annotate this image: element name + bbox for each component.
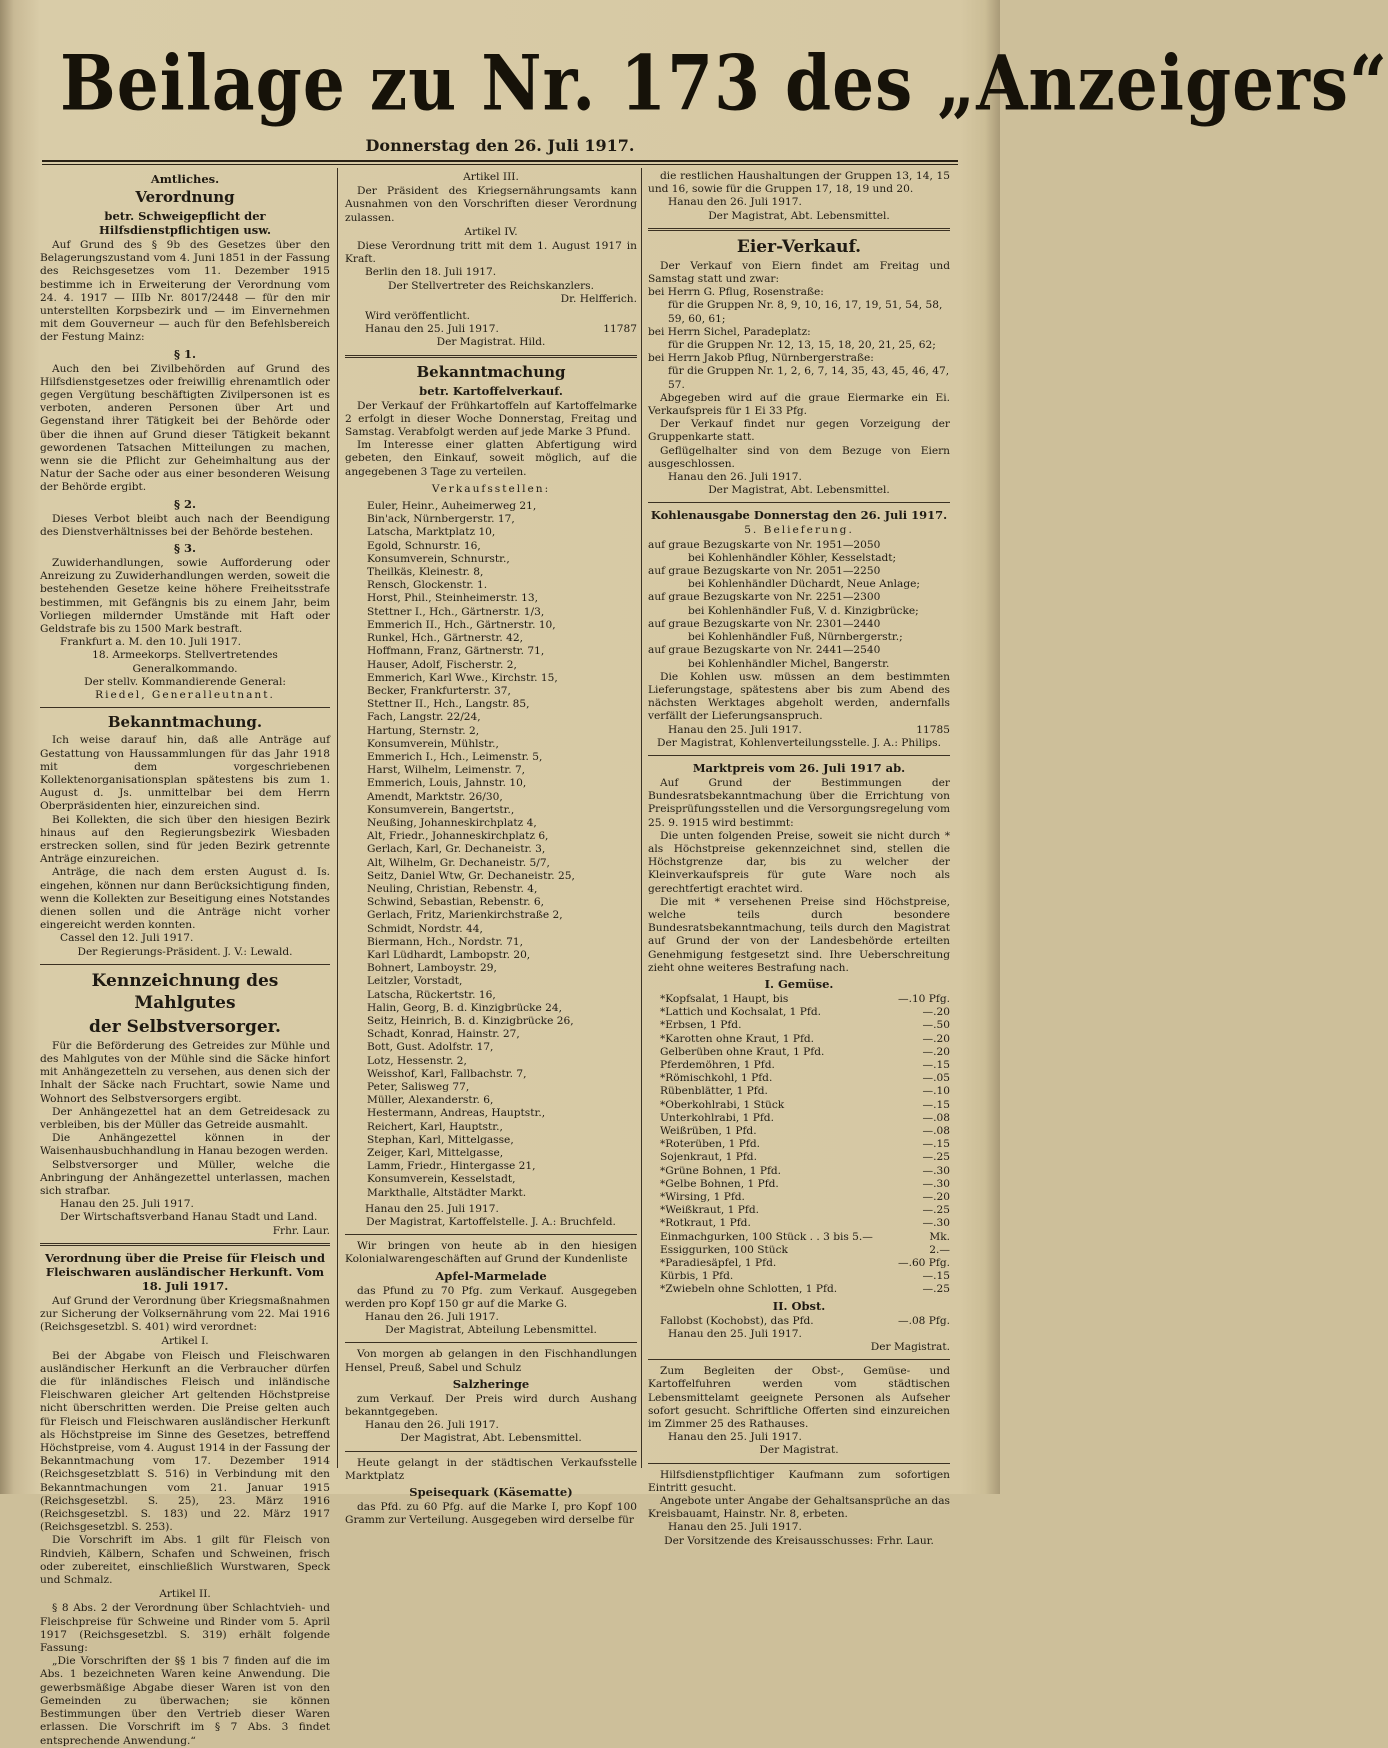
price-row bbox=[648, 993, 950, 1006]
obst-heading: II. Obst. bbox=[772, 1298, 826, 1313]
verkaufsstelle-item: Emmerich, Karl Wwe., Kirchstr. 15, bbox=[367, 671, 558, 684]
signature: Der Magistrat, Abteilung Lebensmittel. bbox=[385, 1324, 597, 1337]
verkaufsstelle-item: Emmerich I., Hch., Leimenstr. 5, bbox=[367, 750, 543, 763]
price-row bbox=[648, 1151, 950, 1164]
column-2 bbox=[345, 170, 637, 1527]
signature: Der Magistrat, Abt. Lebensmittel. bbox=[708, 209, 890, 222]
eier-title: Eier-Verkauf. bbox=[736, 236, 862, 257]
verkaufsstelle-item: Halin, Georg, B. d. Kinzigbrücke 24, bbox=[367, 1001, 562, 1014]
paragraph: Anträge, die nach dem ersten August d. Is. eingehen, können nur dann Berücksichtigung finden, wenn die Kollekten zur Beseitigung eines Notstandes dienen sollen und die Anträge nicht vorher eingereicht werden konnten. bbox=[40, 866, 330, 932]
signature: Riedel, Generalleutnant. bbox=[95, 689, 275, 702]
paragraph: Die Kohlen usw. müssen an dem bestimmten Lieferungstage, spätestens aber bis zum Abend des nächsten Werktages abgeholt werden, andernfalls verfällt der Lieferungsanspruch. bbox=[648, 670, 950, 723]
price-row bbox=[648, 1019, 950, 1032]
price-row bbox=[648, 1138, 950, 1151]
price-item: *Karotten ohne Kraut, 1 Pfd. bbox=[660, 1032, 815, 1045]
kohle-card-line: auf graue Bezugskarte von Nr. 2251—2300 bbox=[648, 591, 881, 604]
price-row bbox=[648, 1270, 950, 1283]
date-line: Frankfurt a. M. den 10. Juli 1917. bbox=[60, 636, 242, 649]
price-item: Fallobst (Kochobst), das Pfd. bbox=[660, 1314, 814, 1327]
verkaufsstelle-item: Emmerich II., Hch., Gärtnerstr. 10, bbox=[367, 618, 556, 631]
verkaufsstelle-item: Theilkäs, Kleinestr. 8, bbox=[367, 566, 484, 579]
paragraph: Die mit * versehenen Preise sind Höchstpreise, welche teils durch besondere Bundesratsbekanntmachung, teils durch den Magistrat auf Grund der von der Landesbehörde erteilten Genehmigung festgesetzt sind. Ihre Ueberschreitung zieht ohne weiteres Bestrafung nach. bbox=[648, 895, 950, 974]
price-item: Unterkohlrabi, 1 Pfd. bbox=[660, 1111, 774, 1124]
price-row bbox=[648, 1059, 950, 1072]
paragraph: Hilfsdienstpflichtiger Kaufmann zum sofortigen Eintritt gesucht. bbox=[648, 1468, 950, 1494]
paragraph: das Pfund zu 70 Pfg. zum Verkauf. Ausgegeben werden pro Kopf 150 gr auf die Marke G. bbox=[345, 1284, 637, 1310]
price-item: Pferdemöhren, 1 Pfd. bbox=[660, 1058, 775, 1071]
verkaufsstelle-item: Bott, Gust. Adolfstr. 17, bbox=[367, 1041, 494, 1054]
verkaufsstelle-item: Runkel, Hch., Gärtnerstr. 42, bbox=[367, 632, 523, 645]
divider bbox=[648, 502, 950, 503]
price-row bbox=[648, 1085, 950, 1098]
kohle-card-line: auf graue Bezugskarte von Nr. 2051—2250 bbox=[648, 565, 881, 578]
price-value: —.30 bbox=[922, 1217, 950, 1230]
verkaufsstelle-item: Leitzler, Vorstadt, bbox=[367, 975, 463, 988]
verkaufsstelle-item: Schmidt, Nordstr. 44, bbox=[367, 922, 483, 935]
paragraph: Auf Grund des § 9b des Gesetzes über den Belagerungszustand vom 4. Juni 1851 in der Fassung des Reichsgesetzes vom 11. Dezember 1915 bestimme ich in Erweiterung der Verordnung vom 24. 4. 1917 — IIIb Nr. 8017/2448 — für den mir unterstellten Korpsbezirk und — im Einvernehmen mit dem Gouverneur — auch für den Befehlsbereich der Festung Mainz: bbox=[40, 239, 330, 344]
price-value: —.15 bbox=[922, 1138, 950, 1151]
price-item: *Roterüben, 1 Pfd. bbox=[660, 1138, 760, 1151]
signature: Der Wirtschaftsverband Hanau Stadt und Land. bbox=[60, 1211, 318, 1224]
group-line: für die Gruppen Nr. 12, 13, 15, 18, 20, 21, 25, 62; bbox=[668, 339, 936, 352]
divider bbox=[345, 1342, 637, 1343]
price-item: Weißrüben, 1 Pfd. bbox=[660, 1125, 757, 1137]
verkaufsstelle-item: Amendt, Marktstr. 26/30, bbox=[367, 790, 503, 803]
verkaufsstelle-item: Seitz, Heinrich, B. d. Kinzigbrücke 26, bbox=[367, 1014, 574, 1027]
price-row bbox=[648, 1191, 950, 1204]
verkaufsstelle-item: Stettner I., Hch., Gärtnerstr. 1/3, bbox=[367, 605, 545, 618]
paragraph: Von morgen ab gelangen in den Fischhandlungen Hensel, Preuß, Sabel und Schulz bbox=[345, 1348, 637, 1374]
price-item: *Wirsing, 1 Pfd. bbox=[660, 1191, 745, 1204]
paragraph: Ich weise darauf hin, daß alle Anträge auf Gestattung von Haussammlungen für das Jahr 1918 mit dem vorgeschriebenen Kollektenorganisationsplan spätestens bis zum 1. August d. Js. unmittelbar bei dem Herrn Oberpräsidenten hier, einzureichen sind. bbox=[40, 734, 330, 813]
date-number-row bbox=[345, 323, 637, 336]
signature: Der Regierungs-Präsident. J. V.: Lewald. bbox=[77, 945, 293, 958]
verkaufsstelle-item: Alt, Friedr., Johanneskirchplatz 6, bbox=[367, 830, 549, 843]
paragraph: Für die Beförderung des Getreides zur Mühle und des Mahlgutes von der Mühle sind die Säcke hinfort mit Anhängezetteln zu versehen, aus denen sich der Inhalt der Säcke nach Fruchtart, sowie Name und Wohnort des Selbstversorgers ergibt. bbox=[40, 1039, 330, 1105]
verkaufsstelle-item: Hestermann, Andreas, Hauptstr., bbox=[367, 1107, 546, 1120]
price-item: *Oberkohlrabi, 1 Stück bbox=[660, 1098, 785, 1111]
price-value: —.50 bbox=[922, 1019, 950, 1032]
signature: Der Magistrat, Kohlenverteilungsstelle. J. A.: Philips. bbox=[657, 736, 941, 749]
verkaufsstelle-item: Stettner II., Hch., Langstr. 85, bbox=[367, 698, 530, 711]
verkaufsstelle-item: Schwind, Sebastian, Rebenstr. 6, bbox=[367, 896, 544, 909]
verkaufsstelle-item: Bin'ack, Nürnbergerstr. 17, bbox=[367, 513, 515, 526]
price-value: —.15 bbox=[922, 1270, 950, 1283]
signature: Frhr. Laur. bbox=[272, 1224, 330, 1237]
article-heading: Artikel II. bbox=[159, 1588, 211, 1601]
paragraph: Wir bringen von heute ab in den hiesigen Kolonialwarengeschäften auf Grund der Kundenliste bbox=[345, 1240, 637, 1266]
verkaufsstelle-item: Gerlach, Fritz, Marienkirchstraße 2, bbox=[367, 909, 563, 922]
masthead-title: Beilage zu Nr. 173 des „Anzeigers“ bbox=[60, 38, 1388, 128]
price-row bbox=[648, 1046, 950, 1059]
price-value: —.20 bbox=[922, 1006, 950, 1019]
dateline: Donnerstag den 26. Juli 1917. bbox=[365, 136, 635, 155]
kartoffel-title: Bekanntmachung bbox=[416, 362, 566, 381]
verkaufsstelle-item: Alt, Wilhelm, Gr. Dechaneistr. 5/7, bbox=[367, 856, 550, 869]
column-3 bbox=[648, 170, 950, 1547]
verkaufsstelle-item: Reichert, Karl, Hauptstr., bbox=[367, 1120, 503, 1133]
price-value: —.30 bbox=[922, 1177, 950, 1190]
paragraph: Geflügelhalter sind von dem Bezuge von Eiern ausgeschlossen. bbox=[648, 444, 950, 470]
column-1 bbox=[40, 170, 330, 1747]
price-item: *Rotkraut, 1 Pfd. bbox=[660, 1217, 751, 1230]
price-row bbox=[648, 1006, 950, 1019]
price-value: —.25 bbox=[922, 1283, 950, 1296]
header-rule-thin bbox=[42, 164, 958, 165]
section-amtliches: Amtliches. bbox=[150, 172, 220, 186]
price-item: *Paradiesäpfel, 1 Pfd. bbox=[660, 1257, 777, 1270]
date-line: Cassel den 12. Juli 1917. bbox=[60, 932, 194, 945]
divider bbox=[345, 355, 637, 358]
verkaufsstelle-item: Hoffmann, Franz, Gärtnerstr. 71, bbox=[367, 645, 545, 658]
verordnung-subtitle: betr. Schweigepflicht der Hilfsdienstpflichtigen usw. bbox=[98, 209, 272, 237]
verkaufsstelle-item: Becker, Frankfurterstr. 37, bbox=[367, 684, 511, 697]
price-row bbox=[648, 1125, 950, 1138]
fleisch-title: Verordnung über die Preise für Fleisch und Fleischwaren ausländischer Herkunft. Vom 18. Juli 1917. bbox=[44, 1250, 326, 1293]
paragraph: § 8 Abs. 2 der Verordnung über Schlachtvieh- und Fleischpreise für Schweine und Rinder vom 5. April 1917 (Reichsgesetzbl. S. 319) erhält folgende Fassung: bbox=[40, 1602, 330, 1655]
date-line: Hanau den 25. Juli 1917. bbox=[365, 1202, 499, 1215]
verkaufsstelle-item: Latscha, Rückertstr. 16, bbox=[367, 988, 496, 1001]
kohle-dealer-line: bei Kohlenhändler Michel, Bangerstr. bbox=[688, 657, 890, 670]
kohle-title: Kohlenausgabe Donnerstag den 26. Juli 1917. bbox=[650, 508, 948, 523]
paragraph: Der Verkauf von Eiern findet am Freitag und Samstag statt und zwar: bbox=[648, 259, 950, 286]
verkaufsstelle-item: Latscha, Marktplatz 10, bbox=[367, 526, 496, 539]
paragraph: zum Verkauf. Der Preis wird durch Aushang bekanntgegeben. bbox=[345, 1392, 637, 1419]
price-row bbox=[648, 1112, 950, 1125]
verkaufsstelle-item: Gerlach, Karl, Gr. Dechaneistr. 3, bbox=[367, 843, 546, 856]
price-item: *Grüne Bohnen, 1 Pfd. bbox=[660, 1164, 782, 1177]
signature: Der Magistrat. Hild. bbox=[436, 336, 546, 349]
date-line: Hanau den 25. Juli 1917. bbox=[668, 1431, 802, 1444]
paragraph: Angebote unter Angabe der Gehaltsansprüche an das Kreisbauamt, Hainstr. Nr. 8, erbeten. bbox=[648, 1495, 950, 1521]
paragraph: Heute gelangt in der städtischen Verkaufsstelle Marktplatz bbox=[345, 1456, 637, 1482]
section-mark: § 3. bbox=[173, 541, 197, 556]
paragraph: Im Interesse einer glatten Abfertigung wird gebeten, den Einkauf, soweit möglich, auf die angegebenen 3 Tage zu verteilen. bbox=[345, 439, 637, 478]
verordnung-title: Verordnung bbox=[135, 188, 235, 206]
paragraph: Die Vorschrift im Abs. 1 gilt für Fleisch von Rindvieh, Kälbern, Schafen und Schweinen, frisch oder zubereitet, einschließlich Wurstwaren, Speck und Schmalz. bbox=[40, 1534, 330, 1587]
kohle-card-line: auf graue Bezugskarte von Nr. 2441—2540 bbox=[648, 644, 881, 657]
price-row bbox=[648, 1072, 950, 1085]
divider bbox=[648, 1359, 950, 1360]
price-row bbox=[648, 1099, 950, 1112]
price-value: —.20 bbox=[922, 1191, 950, 1204]
signature: Der stellv. Kommandierende General: bbox=[84, 675, 286, 688]
divider bbox=[40, 707, 330, 708]
price-item: Gelberüben ohne Kraut, 1 Pfd. bbox=[660, 1045, 825, 1058]
date-line: Hanau den 25. Juli 1917. bbox=[668, 723, 802, 736]
article-heading: Artikel III. bbox=[463, 171, 519, 183]
kohle-dealer-line: bei Kohlenhändler Düchardt, Neue Anlage; bbox=[688, 578, 920, 591]
verkaufsstelle-item: Neußing, Johanneskirchplatz 4, bbox=[367, 816, 537, 829]
verkaufsstelle-item: Müller, Alexanderstr. 6, bbox=[367, 1094, 494, 1107]
notice-number: 11787 bbox=[603, 323, 637, 336]
notice-number: 11785 bbox=[916, 723, 950, 736]
price-item: Sojenkraut, 1 Pfd. bbox=[660, 1151, 757, 1164]
verkaufsstelle-item: Seitz, Daniel Wtw, Gr. Dechaneistr. 25, bbox=[367, 869, 575, 882]
group-line: für die Gruppen Nr. 8, 9, 10, 16, 17, 19, 51, 54, 58, 59, 60, 61; bbox=[668, 299, 943, 325]
kohle-list bbox=[648, 539, 950, 671]
price-value: —.08 bbox=[922, 1111, 950, 1124]
signature: Der Magistrat, Abt. Lebensmittel. bbox=[400, 1432, 582, 1445]
paragraph: Die unten folgenden Preise, soweit sie nicht durch * als Höchstpreise gekennzeichnet sind, stellen die Höchstgrenze dar, bis zu welcher der Kleinverkaufspreis für gute Ware noch als gerechtfertigt erachtet wird. bbox=[648, 829, 950, 895]
price-value: —.15 bbox=[922, 1098, 950, 1111]
paragraph: Zum Begleiten der Obst-, Gemüse- und Kartoffelfuhren werden vom städtischen Lebensmittelamt geeignete Personen als Aufseher sofort gesucht. Schriftliche Offerten sind einzureichen im Zimmer 25 des Rathauses. bbox=[648, 1365, 950, 1431]
price-value: —.30 bbox=[922, 1164, 950, 1177]
kohle-subtitle: 5. Belieferung. bbox=[744, 524, 854, 537]
price-value: —.20 bbox=[922, 1032, 950, 1045]
date-line: Hanau den 25. Juli 1917. bbox=[668, 1327, 802, 1340]
paragraph: Der Verkauf der Frühkartoffeln auf Kartoffelmarke 2 erfolgt in dieser Woche Donnerstag, Freitag und Samstag. Verabfolgt werden auf jede Marke 3 Pfund. bbox=[345, 399, 637, 439]
paragraph: Auf Grund der Bestimmungen der Bundesratsbekanntmachung über die Errichtung von Preisprüfungsstellen und die Versorgungsregelung vom 25. 9. 1915 wird bestimmt: bbox=[648, 776, 950, 829]
price-value: —.20 bbox=[922, 1045, 950, 1058]
verkaufsstelle-item: Bohnert, Lamboystr. 29, bbox=[367, 962, 497, 975]
verkaufsstelle-item: Konsumverein, Kesselstadt, bbox=[367, 1173, 516, 1186]
paragraph: Abgegeben wird auf die graue Eiermarke ein Ei. Verkaufspreis für 1 Ei 33 Pfg. bbox=[648, 391, 950, 418]
apfel-title: Apfel-Marmelade bbox=[435, 1268, 547, 1283]
price-value: Mk. bbox=[929, 1230, 950, 1243]
price-item: Essiggurken, 100 Stück bbox=[660, 1243, 788, 1256]
price-value: —.05 bbox=[922, 1072, 950, 1085]
signature: Der Vorsitzende des Kreisausschusses: Frhr. Laur. bbox=[664, 1534, 934, 1547]
signature: Der Magistrat, Abt. Lebensmittel. bbox=[708, 484, 890, 497]
paragraph: Zuwiderhandlungen, sowie Aufforderung oder Anreizung zu Zuwiderhandlungen werden, soweit die bestehenden Gesetze keine höhere Freiheitsstrafe bestimmen, mit Gefängnis bis zu einem Jahr, beim Vorliegen mildernder Umstände mit Haft oder Geldstrafe bis zu 1500 Mark bestraft. bbox=[40, 557, 330, 636]
price-value: —.60 Pfg. bbox=[897, 1257, 950, 1270]
verkaufsstelle-item: Hauser, Adolf, Fischerstr. 2, bbox=[367, 658, 517, 671]
verkaufsstelle-item: Stephan, Karl, Mittelgasse, bbox=[367, 1133, 514, 1146]
column-divider bbox=[641, 168, 642, 1468]
price-row bbox=[648, 1231, 950, 1244]
signature: 18. Armeekorps. Stellvertretendes Generalkommando. bbox=[92, 649, 278, 675]
kohle-card-line: auf graue Bezugskarte von Nr. 1951—2050 bbox=[648, 538, 881, 551]
price-value: 2.— bbox=[929, 1243, 950, 1256]
verkaufsstelle-item: Markthalle, Altstädter Markt. bbox=[367, 1186, 527, 1199]
paragraph: Die Anhängezettel können in der Waisenhausbuchhandlung in Hanau bezogen werden. bbox=[40, 1132, 330, 1158]
verkaufsstelle-item: Euler, Heinr., Auheimerweg 21, bbox=[367, 500, 537, 513]
price-item: *Gelbe Bohnen, 1 Pfd. bbox=[660, 1177, 779, 1190]
paragraph: Der Präsident des Kriegsernährungsamts kann Ausnahmen von den Vorschriften dieser Verordnung zulassen. bbox=[345, 185, 637, 224]
paragraph: „Die Vorschriften der §§ 1 bis 7 finden auf die im Abs. 1 bezeichneten Waren keine Anwendung. Die gewerbsmäßige Abgabe dieser Waren ist von den Gemeinden zu überwachen; sie können Bestimmungen über den Vertrieb dieser Waren erlassen. Die Vorschrift im § 7 Abs. 3 findet entsprechende Anwendung.“ bbox=[40, 1655, 330, 1747]
seller-line: bei Herrn Jakob Pflug, Nürnbergerstraße: bbox=[648, 352, 874, 365]
article-heading: Artikel I. bbox=[161, 1335, 209, 1348]
date-line: Hanau den 26. Juli 1917. bbox=[668, 471, 802, 484]
verkaufsstelle-item: Schadt, Konrad, Hainstr. 27, bbox=[367, 1028, 520, 1041]
verkaufsstelle-item: Fach, Langstr. 22/24, bbox=[367, 711, 481, 724]
price-item: *Zwiebeln ohne Schlotten, 1 Pfd. bbox=[660, 1283, 838, 1296]
verkaufsstelle-item: Konsumverein, Schnurstr., bbox=[367, 552, 510, 565]
divider bbox=[345, 1451, 637, 1452]
price-row bbox=[648, 1257, 950, 1270]
kennzeichnung-title-2: der Selbstversorger. bbox=[89, 1016, 281, 1037]
verkaufsstelle-item: Neuling, Christian, Rebenstr. 4, bbox=[367, 882, 538, 895]
date-line: Hanau den 26. Juli 1917. bbox=[365, 1311, 499, 1324]
kohle-card-line: auf graue Bezugskarte von Nr. 2301—2440 bbox=[648, 617, 881, 630]
price-value: —.15 bbox=[922, 1058, 950, 1071]
paragraph: Dieses Verbot bleibt auch nach der Beendigung des Dienstverhältnisses bei der Behörde bestehen. bbox=[40, 512, 330, 538]
price-value: —.25 bbox=[922, 1204, 950, 1217]
verkaufsstelle-item: Horst, Phil., Steinheimerstr. 13, bbox=[367, 592, 538, 605]
verkaufsstelle-item: Peter, Salisweg 77, bbox=[367, 1081, 470, 1093]
verkaufsstelle-item: Egold, Schnurstr. 16, bbox=[367, 539, 481, 552]
verkaufsstelle-item: Konsumverein, Bangertstr., bbox=[367, 803, 515, 816]
verkaufsstelle-item: Rensch, Glockenstr. 1. bbox=[367, 579, 488, 592]
verkaufsstelle-item: Lotz, Hessenstr. 2, bbox=[367, 1054, 467, 1067]
price-item: Rübenblätter, 1 Pfd. bbox=[660, 1085, 768, 1098]
paragraph: Bei der Abgabe von Fleisch und Fleischwaren ausländischer Herkunft an die Verbraucher dürfen die für inländisches Fleisch und inländische Fleischwaren gleicher Art geltenden Höchstpreise nicht überschritten werden. Die Preise gelten auch für Fleisch und Fleischwaren ausländischer Herkunft als Höchstpreise im Sinne des Gesetzes, betreffend Höchstpreise, vom 4. August 1914 in der Fassung der Bekanntmachung vom 17. Dezember 1914 (Reichsgesetzblatt S. 516) in Verbindung mit den Bekanntmachungen vom 21. Januar 1915 (Reichsgesetzbl. S. 25), 23. März 1916 (Reichsgesetzbl. S. 183) und 22. März 1917 (Reichsgesetzbl. S. 253). bbox=[40, 1349, 330, 1534]
verkaufsstelle-item: Emmerich, Louis, Jahnstr. 10, bbox=[367, 777, 527, 790]
speisequark-title: Speisequark (Käsematte) bbox=[409, 1485, 573, 1500]
paragraph: Auch den bei Zivilbehörden auf Grund des Hilfsdienstgesetzes oder freiwillig ehrenamtlich oder gegen Vergütung beschäftigten Zivilpersonen ist es verboten, anderen Personen über Art und Gegenstand ihrer Tätigkeit bei der Behörde oder über die ihnen auf Grund dieser Tätigkeit bekannt gewordenen Tatsachen Mitteilungen zu machen, wenn sie die Pflicht zur Geheimhaltung aus der Natur der Sache oder aus einer besonderen Weisung der Behörde ergibt. bbox=[40, 362, 330, 494]
section-mark: § 2. bbox=[173, 496, 197, 511]
price-row bbox=[648, 1217, 950, 1230]
paragraph: Der Anhängezettel hat an dem Getreidesack zu verbleiben, bis der Müller das Getreide ausmahlt. bbox=[40, 1105, 330, 1131]
verkaufsstelle-item: Biermann, Hch., Nordstr. 71, bbox=[367, 935, 524, 948]
paragraph: das Pfd. zu 60 Pfg. auf die Marke I, pro Kopf 100 Gramm zur Verteilung. Ausgegeben wird derselbe für bbox=[345, 1501, 637, 1527]
divider bbox=[40, 964, 330, 965]
price-row bbox=[648, 1178, 950, 1191]
price-value: —.10 bbox=[922, 1085, 950, 1098]
verkaufsstellen-list bbox=[345, 500, 637, 1200]
price-item: *Römischkohl, 1 Pfd. bbox=[660, 1072, 773, 1085]
divider bbox=[345, 1234, 637, 1235]
paragraph: Diese Verordnung tritt mit dem 1. August 1917 in Kraft. bbox=[345, 240, 637, 266]
signature: Der Magistrat. bbox=[870, 1341, 950, 1354]
date-line: Hanau den 26. Juli 1917. bbox=[668, 196, 802, 209]
divider bbox=[648, 755, 950, 756]
price-item: Einmachgurken, 100 Stück . . 3 bis 5.— bbox=[660, 1230, 873, 1243]
paragraph: Bei Kollekten, die sich über den hiesigen Bezirk hinaus auf den Regierungsbezirk Wiesbaden erstrecken sollen, sind für jeden Bezirk getrennte Anträge einzureichen. bbox=[40, 813, 330, 866]
marktpreis-title: Marktpreis vom 26. Juli 1917 ab. bbox=[692, 760, 906, 775]
notice-line: Wird veröffentlicht. bbox=[365, 310, 471, 323]
date-line: Hanau den 25. Juli 1917. bbox=[668, 1521, 802, 1534]
price-list bbox=[648, 993, 950, 1297]
column-divider bbox=[337, 168, 338, 1468]
price-value: —.10 Pfg. bbox=[897, 992, 950, 1005]
kohle-dealer-line: bei Kohlenhändler Fuß, V. d. Kinzigbrücke; bbox=[688, 604, 919, 617]
header-rule bbox=[42, 160, 958, 162]
verkaufsstelle-item: Konsumverein, Mühlstr., bbox=[367, 737, 499, 750]
gemuese-heading: I. Gemüse. bbox=[764, 976, 834, 991]
signature: Dr. Helfferich. bbox=[560, 292, 637, 305]
paragraph: Auf Grund der Verordnung über Kriegsmaßnahmen zur Sicherung der Volksernährung vom 22. Mai 1916 (Reichsgesetzbl. S. 401) wird verordnet: bbox=[40, 1294, 330, 1334]
price-row bbox=[648, 1283, 950, 1296]
divider bbox=[648, 1463, 950, 1464]
date-line: Hanau den 26. Juli 1917. bbox=[365, 1419, 499, 1432]
bekanntmachung-title: Bekanntmachung. bbox=[107, 713, 263, 732]
price-item: Kürbis, 1 Pfd. bbox=[660, 1270, 734, 1283]
divider bbox=[648, 228, 950, 231]
signature: Der Magistrat, Kartoffelstelle. J. A.: Bruchfeld. bbox=[366, 1216, 616, 1229]
verkaufsstellen-heading: Verkaufsstellen: bbox=[431, 482, 551, 495]
price-value: —.08 bbox=[922, 1125, 950, 1137]
verkaufsstelle-item: Lamm, Friedr., Hintergasse 21, bbox=[367, 1160, 536, 1173]
verkaufsstelle-item: Weisshof, Karl, Fallbachstr. 7, bbox=[367, 1067, 527, 1080]
kohle-dealer-line: bei Kohlenhändler Köhler, Kesselstadt; bbox=[688, 551, 897, 564]
price-row bbox=[648, 1244, 950, 1257]
salzheringe-title: Salzheringe bbox=[452, 1376, 530, 1391]
price-row bbox=[648, 1204, 950, 1217]
divider bbox=[40, 1243, 330, 1246]
paragraph: die restlichen Haushaltungen der Gruppen 13, 14, 15 und 16, sowie für die Gruppen 17, 18, 19 und 20. bbox=[648, 170, 950, 196]
signature: Der Stellvertreter des Reichskanzlers. bbox=[388, 279, 594, 292]
paragraph: Der Verkauf findet nur gegen Vorzeigung der Gruppenkarte statt. bbox=[648, 418, 950, 444]
date-line: Hanau den 25. Juli 1917. bbox=[365, 323, 499, 336]
kohle-dealer-line: bei Kohlenhändler Fuß, Nürnbergerstr.; bbox=[688, 631, 903, 644]
price-item: *Kopfsalat, 1 Haupt, bis bbox=[660, 992, 789, 1005]
date-line: Berlin den 18. Juli 1917. bbox=[365, 266, 497, 279]
paragraph: Selbstversorger und Müller, welche die Anbringung der Anhängezettel unterlassen, machen sich strafbar. bbox=[40, 1158, 330, 1197]
seller-line: bei Herrn Sichel, Paradeplatz: bbox=[648, 325, 811, 338]
seller-line: bei Herrn G. Pflug, Rosenstraße: bbox=[648, 286, 824, 299]
date-number-row bbox=[648, 724, 950, 737]
price-row bbox=[648, 1315, 950, 1328]
price-item: *Weißkraut, 1 Pfd. bbox=[660, 1204, 759, 1217]
price-row bbox=[648, 1165, 950, 1178]
price-value: —.08 Pfg. bbox=[897, 1314, 950, 1327]
price-value: —.25 bbox=[922, 1151, 950, 1164]
verkaufsstelle-item: Karl Lüdhardt, Lambopstr. 20, bbox=[367, 948, 531, 961]
price-item: *Lattich und Kochsalat, 1 Pfd. bbox=[660, 1006, 821, 1019]
price-row bbox=[648, 1033, 950, 1046]
price-item: *Erbsen, 1 Pfd. bbox=[660, 1019, 742, 1032]
kartoffel-subtitle: betr. Kartoffelverkauf. bbox=[419, 383, 563, 398]
article-heading: Artikel IV. bbox=[464, 225, 518, 238]
kennzeichnung-title: Kennzeichnung des Mahlgutes bbox=[91, 970, 279, 1013]
date-line: Hanau den 25. Juli 1917. bbox=[60, 1198, 194, 1211]
group-line: für die Gruppen Nr. 1, 2, 6, 7, 14, 35, 43, 45, 46, 47, 57. bbox=[668, 365, 950, 391]
section-mark: § 1. bbox=[173, 346, 197, 361]
verkaufsstelle-item: Zeiger, Karl, Mittelgasse, bbox=[367, 1147, 504, 1160]
signature: Der Magistrat. bbox=[759, 1444, 839, 1457]
verkaufsstelle-item: Hartung, Sternstr. 2, bbox=[367, 724, 480, 737]
verkaufsstelle-item: Harst, Wilhelm, Leimenstr. 7, bbox=[367, 764, 526, 777]
